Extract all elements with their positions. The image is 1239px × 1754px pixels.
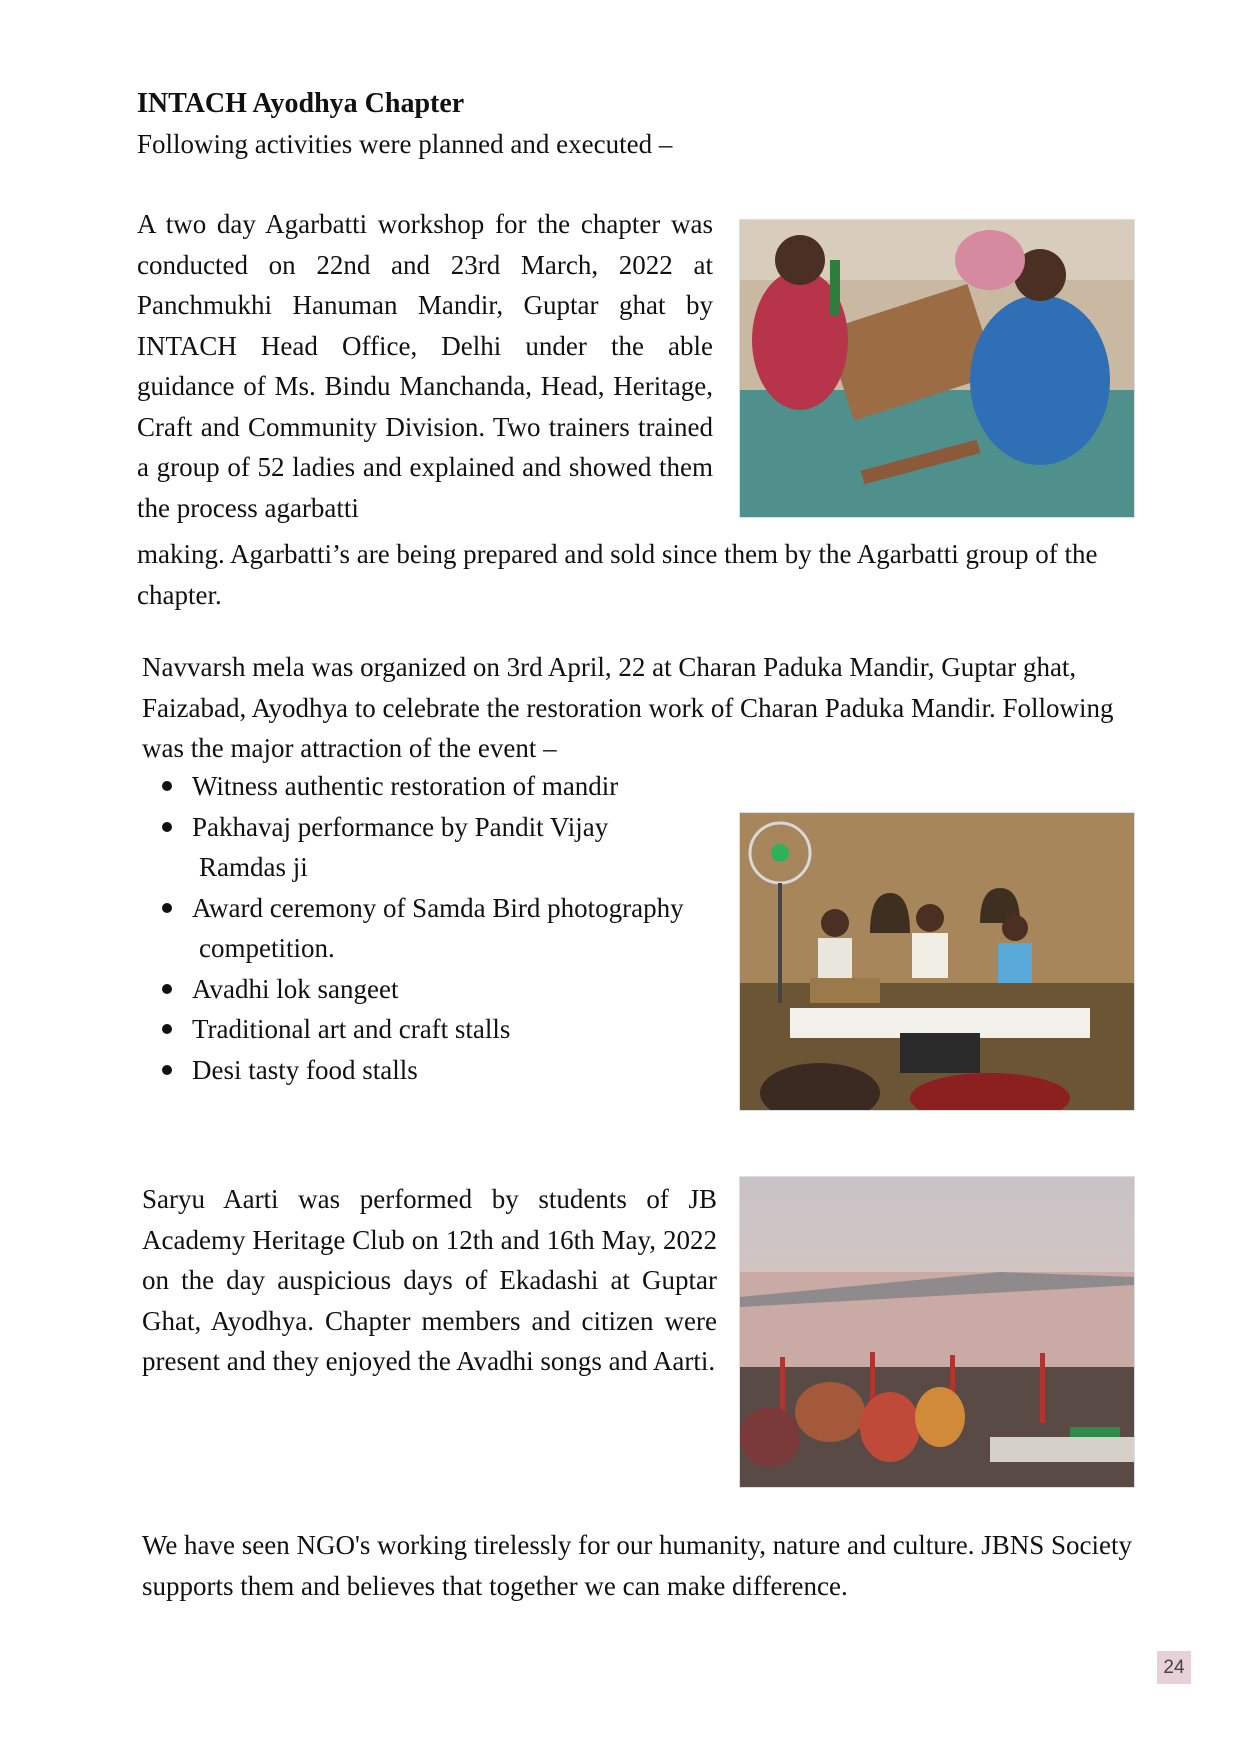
page-number: 24 xyxy=(1157,1651,1191,1684)
list-item: Avadhi lok sangeet xyxy=(142,969,742,1010)
closing-paragraph: We have seen NGO's working tirelessly for our humanity, nature and culture. JBNS Society supports them and believes that together we can make difference. xyxy=(142,1530,1132,1601)
list-item: Traditional art and craft stalls xyxy=(142,1009,742,1050)
list-item: Award ceremony of Samda Bird photography competition. xyxy=(142,888,742,969)
agarbatti-paragraph-continued: making. Agarbatti’s are being prepared and sold since them by the Agarbatti group of the chapter. xyxy=(137,539,1098,610)
section-heading: INTACH Ayodhya Chapter xyxy=(137,88,465,119)
list-item: Pakhavaj performance by Pandit Vijay Ramdas ji xyxy=(142,807,742,888)
list-item: Desi tasty food stalls xyxy=(142,1050,742,1091)
list-item: Witness authentic restoration of mandir xyxy=(142,766,742,807)
saryu-photo xyxy=(739,1176,1135,1488)
agarbatti-photo xyxy=(739,219,1135,518)
saryu-paragraph: Saryu Aarti was performed by students of JB Academy Heritage Club on 12th and 16th May, 2022 on the day auspicious days of Ekadashi at Guptar Ghat, Ayodhya. Chapter members and citizen were present and they enjoyed the Avadhi songs and Aarti. xyxy=(142,1184,717,1376)
agarbatti-paragraph: A two day Agarbatti workshop for the chapter was conducted on 22nd and 23rd March, 2022 at Panchmukhi Hanuman Mandir, Guptar ghat by INTACH Head Office, Delhi under the able guidance of Ms. Bindu Manchanda, Head, Heritage, Craft and Community Division. Two trainers trained a group of 52 ladies and explained and showed them the process agarbatti xyxy=(137,209,713,523)
mela-photo xyxy=(739,812,1135,1111)
section-intro: Following activities were planned and executed – xyxy=(137,129,673,159)
attractions-list xyxy=(142,766,742,1090)
mela-paragraph: Navvarsh mela was organized on 3rd April, 22 at Charan Paduka Mandir, Guptar ghat, Faizabad, Ayodhya to celebrate the restoration work of Charan Paduka Mandir. Following was the major attraction of the event – xyxy=(142,652,1114,763)
